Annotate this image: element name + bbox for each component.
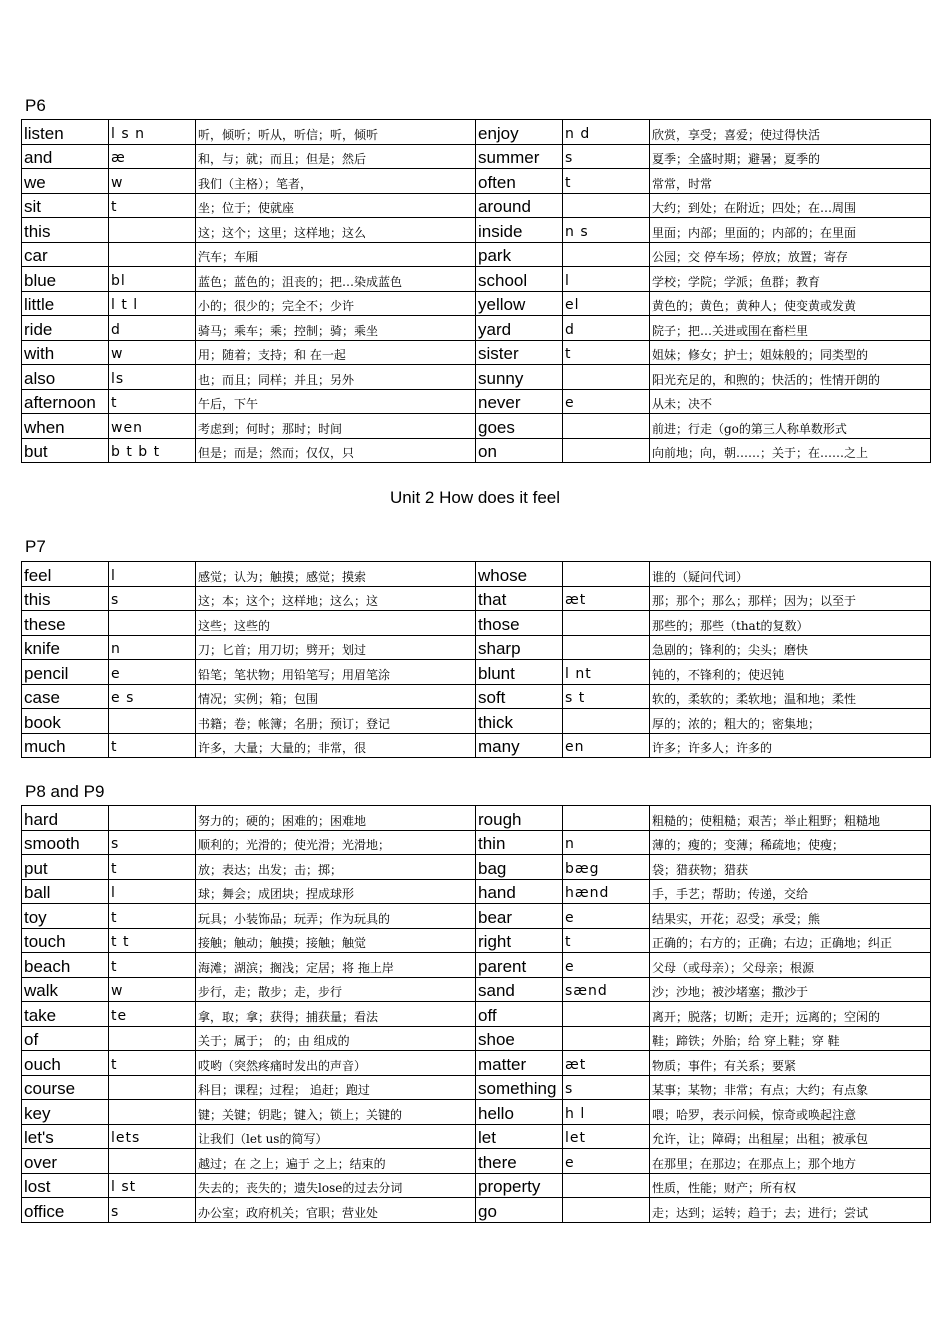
word-cell: thick bbox=[476, 709, 563, 734]
word-cell: car bbox=[22, 242, 109, 267]
vocab-row bbox=[22, 340, 931, 365]
meaning-cell: 走；达到；运转；趋于；去；进行；尝试 bbox=[650, 1198, 931, 1223]
phonetic-cell: t bbox=[109, 953, 196, 978]
word-cell: that bbox=[476, 586, 563, 611]
word-cell: case bbox=[22, 684, 109, 709]
word-cell: afternoon bbox=[22, 389, 109, 414]
phonetic-cell: l bbox=[563, 267, 650, 292]
meaning-cell: 喂；哈罗，表示问候，惊奇或唤起注意 bbox=[650, 1100, 931, 1125]
phonetic-cell: t bbox=[563, 928, 650, 953]
meaning-cell: 向前地；向，朝……；关于；在……之上 bbox=[650, 438, 931, 463]
phonetic-cell bbox=[563, 242, 650, 267]
word-cell: enjoy bbox=[476, 120, 563, 145]
meaning-cell: 公园；交 停车场；停放；放置；寄存 bbox=[650, 242, 931, 267]
phonetic-cell bbox=[109, 1075, 196, 1100]
word-cell: those bbox=[476, 611, 563, 636]
vocab-row bbox=[22, 218, 931, 243]
meaning-cell: 听，倾听；听从，听信；听，倾听 bbox=[196, 120, 476, 145]
phonetic-cell bbox=[563, 562, 650, 587]
phonetic-cell: w bbox=[109, 977, 196, 1002]
phonetic-cell: n bbox=[109, 635, 196, 660]
meaning-cell: 允许，让；障碍；出租屋；出租；被承包 bbox=[650, 1124, 931, 1149]
word-cell: knife bbox=[22, 635, 109, 660]
vocab-row bbox=[22, 1198, 931, 1223]
word-cell: toy bbox=[22, 904, 109, 929]
vocab-row bbox=[22, 586, 931, 611]
section-label-p8-p9: P8 and P9 bbox=[25, 782, 105, 801]
meaning-cell: 书籍；卷；帐簿；名册；预订；登记 bbox=[196, 709, 476, 734]
word-cell: bear bbox=[476, 904, 563, 929]
meaning-cell: 午后，下午 bbox=[196, 389, 476, 414]
meaning-cell: 厚的；浓的；粗大的；密集地； bbox=[650, 709, 931, 734]
vocab-row bbox=[22, 635, 931, 660]
vocab-row bbox=[22, 144, 931, 169]
word-cell: yard bbox=[476, 316, 563, 341]
meaning-cell: 关于；属于； 的；由 组成的 bbox=[196, 1026, 476, 1051]
meaning-cell: 粗糙的；使粗糙；艰苦；举止粗野；粗糙地 bbox=[650, 806, 931, 831]
word-cell: around bbox=[476, 193, 563, 218]
phonetic-cell: e bbox=[109, 660, 196, 685]
meaning-cell: 和，与；就；而且；但是；然后 bbox=[196, 144, 476, 169]
phonetic-cell: wen bbox=[109, 414, 196, 439]
meaning-cell: 鞋；蹄铁；外胎；给 穿上鞋；穿 鞋 bbox=[650, 1026, 931, 1051]
word-cell: sand bbox=[476, 977, 563, 1002]
word-cell: property bbox=[476, 1173, 563, 1198]
vocab-row bbox=[22, 562, 931, 587]
meaning-cell: 科目；课程；过程； 追赶；跑过 bbox=[196, 1075, 476, 1100]
phonetic-cell: w bbox=[109, 340, 196, 365]
vocab-row bbox=[22, 365, 931, 390]
meaning-cell: 球；舞会；成团块；捏成球形 bbox=[196, 879, 476, 904]
vocab-row bbox=[22, 855, 931, 880]
phonetic-cell: d bbox=[109, 316, 196, 341]
word-cell: never bbox=[476, 389, 563, 414]
meaning-cell: 铅笔；笔状物；用铅笔写；用眉笔涂 bbox=[196, 660, 476, 685]
meaning-cell: 刀；匕首；用刀切；劈开；划过 bbox=[196, 635, 476, 660]
word-cell: rough bbox=[476, 806, 563, 831]
phonetic-cell: s bbox=[563, 1075, 650, 1100]
word-cell: little bbox=[22, 291, 109, 316]
vocab-row bbox=[22, 1149, 931, 1174]
meaning-cell: 键；关键；钥匙；键入；锁上；关键的 bbox=[196, 1100, 476, 1125]
word-cell: school bbox=[476, 267, 563, 292]
phonetic-cell: n bbox=[563, 830, 650, 855]
phonetic-cell: t bbox=[109, 904, 196, 929]
word-cell: this bbox=[22, 586, 109, 611]
vocab-row bbox=[22, 1051, 931, 1076]
meaning-cell: 沙；沙地；被沙堵塞；撒沙于 bbox=[650, 977, 931, 1002]
meaning-cell: 某事；某物；非常；有点；大约；有点象 bbox=[650, 1075, 931, 1100]
word-cell: walk bbox=[22, 977, 109, 1002]
word-cell: off bbox=[476, 1002, 563, 1027]
phonetic-cell bbox=[563, 806, 650, 831]
word-cell: sunny bbox=[476, 365, 563, 390]
meaning-cell: 失去的；丧失的；遗失lose的过去分词 bbox=[196, 1173, 476, 1198]
word-cell: but bbox=[22, 438, 109, 463]
word-cell: with bbox=[22, 340, 109, 365]
meaning-cell: 里面；内部；里面的；内部的；在里面 bbox=[650, 218, 931, 243]
word-cell: bag bbox=[476, 855, 563, 880]
vocab-row bbox=[22, 830, 931, 855]
phonetic-cell: l bbox=[109, 879, 196, 904]
vocab-table-p8-p9 bbox=[21, 805, 931, 1223]
phonetic-cell: e bbox=[563, 904, 650, 929]
phonetic-cell: t bbox=[109, 855, 196, 880]
meaning-cell: 夏季；全盛时期；避暑；夏季的 bbox=[650, 144, 931, 169]
word-cell: hand bbox=[476, 879, 563, 904]
phonetic-cell bbox=[109, 806, 196, 831]
word-cell: this bbox=[22, 218, 109, 243]
word-cell: much bbox=[22, 733, 109, 758]
meaning-cell: 黄色的；黄色；黄种人；使变黄或发黄 bbox=[650, 291, 931, 316]
meaning-cell: 放；表达；出发；击；掷； bbox=[196, 855, 476, 880]
meaning-cell: 我们（主格）；笔者， bbox=[196, 169, 476, 194]
meaning-cell: 这；本；这个；这样地；这么；这 bbox=[196, 586, 476, 611]
meaning-cell: 正确的；右方的；正确；右边；正确地；纠正 bbox=[650, 928, 931, 953]
vocab-table-p7 bbox=[21, 561, 931, 758]
phonetic-cell bbox=[563, 1173, 650, 1198]
phonetic-cell bbox=[109, 1149, 196, 1174]
meaning-cell: 用；随着；支持；和 在一起 bbox=[196, 340, 476, 365]
phonetic-cell: hænd bbox=[563, 879, 650, 904]
meaning-cell: 接触；触动；触摸；接触；触觉 bbox=[196, 928, 476, 953]
meaning-cell: 坐；位于；使就座 bbox=[196, 193, 476, 218]
meaning-cell: 许多，大量；大量的；非常，很 bbox=[196, 733, 476, 758]
meaning-cell: 学校；学院；学派；鱼群；教育 bbox=[650, 267, 931, 292]
vocab-table-p6 bbox=[21, 119, 931, 463]
phonetic-cell bbox=[109, 1100, 196, 1125]
word-cell: office bbox=[22, 1198, 109, 1223]
phonetic-cell bbox=[563, 414, 650, 439]
phonetic-cell: t bbox=[109, 193, 196, 218]
phonetic-cell bbox=[109, 1026, 196, 1051]
vocab-row bbox=[22, 120, 931, 145]
phonetic-cell: b t b t bbox=[109, 438, 196, 463]
word-cell: hard bbox=[22, 806, 109, 831]
word-cell: over bbox=[22, 1149, 109, 1174]
phonetic-cell bbox=[109, 709, 196, 734]
phonetic-cell: n s bbox=[563, 218, 650, 243]
phonetic-cell: l t l bbox=[109, 291, 196, 316]
phonetic-cell bbox=[109, 611, 196, 636]
phonetic-cell: bl bbox=[109, 267, 196, 292]
meaning-cell: 顺利的；光滑的；使光滑；光滑地； bbox=[196, 830, 476, 855]
word-cell: also bbox=[22, 365, 109, 390]
phonetic-cell: æ bbox=[109, 144, 196, 169]
meaning-cell: 也；而且；同样；并且；另外 bbox=[196, 365, 476, 390]
meaning-cell: 大约；到处；在附近；四处；在…周围 bbox=[650, 193, 931, 218]
meaning-cell: 薄的；瘦的；变薄；稀疏地；使瘦； bbox=[650, 830, 931, 855]
phonetic-cell: let bbox=[563, 1124, 650, 1149]
word-cell: inside bbox=[476, 218, 563, 243]
word-cell: hello bbox=[476, 1100, 563, 1125]
word-cell: parent bbox=[476, 953, 563, 978]
phonetic-cell: t bbox=[563, 169, 650, 194]
phonetic-cell: l st bbox=[109, 1173, 196, 1198]
vocab-row bbox=[22, 1002, 931, 1027]
phonetic-cell: e bbox=[563, 389, 650, 414]
phonetic-cell bbox=[563, 1198, 650, 1223]
phonetic-cell bbox=[563, 438, 650, 463]
word-cell: these bbox=[22, 611, 109, 636]
phonetic-cell: s bbox=[563, 144, 650, 169]
meaning-cell: 玩具；小装饰品；玩弄；作为玩具的 bbox=[196, 904, 476, 929]
word-cell: lost bbox=[22, 1173, 109, 1198]
phonetic-cell: l nt bbox=[563, 660, 650, 685]
vocab-row bbox=[22, 193, 931, 218]
vocab-row bbox=[22, 414, 931, 439]
meaning-cell: 那些的；那些（that的复数） bbox=[650, 611, 931, 636]
word-cell: there bbox=[476, 1149, 563, 1174]
meaning-cell: 结果实，开花；忍受；承受；熊 bbox=[650, 904, 931, 929]
vocab-row bbox=[22, 291, 931, 316]
meaning-cell: 这些；这些的 bbox=[196, 611, 476, 636]
vocab-row bbox=[22, 438, 931, 463]
meaning-cell: 骑马；乘车；乘；控制；骑；乘坐 bbox=[196, 316, 476, 341]
vocab-row bbox=[22, 267, 931, 292]
phonetic-cell bbox=[563, 611, 650, 636]
word-cell: something bbox=[476, 1075, 563, 1100]
unit-title: Unit 2 How does it feel bbox=[389, 488, 561, 507]
meaning-cell: 物质；事件；有关系；要紧 bbox=[650, 1051, 931, 1076]
phonetic-cell: bæg bbox=[563, 855, 650, 880]
phonetic-cell: l s n bbox=[109, 120, 196, 145]
word-cell: often bbox=[476, 169, 563, 194]
phonetic-cell: ls bbox=[109, 365, 196, 390]
word-cell: feel bbox=[22, 562, 109, 587]
vocab-row bbox=[22, 879, 931, 904]
meaning-cell: 蓝色；蓝色的；沮丧的；把…染成蓝色 bbox=[196, 267, 476, 292]
meaning-cell: 拿，取；拿；获得；捕获量；看法 bbox=[196, 1002, 476, 1027]
word-cell: and bbox=[22, 144, 109, 169]
meaning-cell: 步行，走；散步；走，步行 bbox=[196, 977, 476, 1002]
meaning-cell: 海滩；湖滨；搁浅；定居；将 拖上岸 bbox=[196, 953, 476, 978]
word-cell: ride bbox=[22, 316, 109, 341]
meaning-cell: 前进；行走（go的第三人称单数形式 bbox=[650, 414, 931, 439]
word-cell: ouch bbox=[22, 1051, 109, 1076]
word-cell: we bbox=[22, 169, 109, 194]
phonetic-cell: æt bbox=[563, 1051, 650, 1076]
word-cell: of bbox=[22, 1026, 109, 1051]
phonetic-cell: t bbox=[109, 389, 196, 414]
word-cell: on bbox=[476, 438, 563, 463]
vocab-row bbox=[22, 242, 931, 267]
meaning-cell: 小的；很少的；完全不；少许 bbox=[196, 291, 476, 316]
vocab-row bbox=[22, 1075, 931, 1100]
meaning-cell: 努力的；硬的；困难的；困难地 bbox=[196, 806, 476, 831]
meaning-cell: 袋；猎获物；猎获 bbox=[650, 855, 931, 880]
word-cell: beach bbox=[22, 953, 109, 978]
meaning-cell: 钝的，不锋利的；使迟钝 bbox=[650, 660, 931, 685]
vocab-row bbox=[22, 709, 931, 734]
word-cell: sit bbox=[22, 193, 109, 218]
meaning-cell: 汽车；车厢 bbox=[196, 242, 476, 267]
phonetic-cell: s bbox=[109, 586, 196, 611]
meaning-cell: 但是；而是；然而；仅仅，只 bbox=[196, 438, 476, 463]
word-cell: ball bbox=[22, 879, 109, 904]
phonetic-cell: te bbox=[109, 1002, 196, 1027]
meaning-cell: 阳光充足的，和煦的；快活的；性情开朗的 bbox=[650, 365, 931, 390]
word-cell: let's bbox=[22, 1124, 109, 1149]
phonetic-cell: el bbox=[563, 291, 650, 316]
word-cell: whose bbox=[476, 562, 563, 587]
phonetic-cell bbox=[563, 709, 650, 734]
phonetic-cell: æt bbox=[563, 586, 650, 611]
phonetic-cell bbox=[563, 193, 650, 218]
meaning-cell: 在那里；在那边；在那点上；那个地方 bbox=[650, 1149, 931, 1174]
word-cell: listen bbox=[22, 120, 109, 145]
word-cell: touch bbox=[22, 928, 109, 953]
phonetic-cell: s bbox=[109, 1198, 196, 1223]
meaning-cell: 急剧的；锋利的；尖头；磨快 bbox=[650, 635, 931, 660]
word-cell: thin bbox=[476, 830, 563, 855]
word-cell: right bbox=[476, 928, 563, 953]
meaning-cell: 欣赏，享受；喜爱；使过得快活 bbox=[650, 120, 931, 145]
meaning-cell: 那；那个；那么；那样；因为；以至于 bbox=[650, 586, 931, 611]
word-cell: soft bbox=[476, 684, 563, 709]
meaning-cell: 常常，时常 bbox=[650, 169, 931, 194]
meaning-cell: 感觉；认为；触摸；感觉；摸索 bbox=[196, 562, 476, 587]
vocab-row bbox=[22, 1173, 931, 1198]
meaning-cell: 办公室；政府机关；官职；营业处 bbox=[196, 1198, 476, 1223]
phonetic-cell: t bbox=[109, 733, 196, 758]
meaning-cell: 父母（或母亲）；父母亲；根源 bbox=[650, 953, 931, 978]
word-cell: blue bbox=[22, 267, 109, 292]
meaning-cell: 软的，柔软的；柔软地；温和地；柔性 bbox=[650, 684, 931, 709]
vocab-row bbox=[22, 660, 931, 685]
phonetic-cell bbox=[109, 218, 196, 243]
vocab-row bbox=[22, 1026, 931, 1051]
phonetic-cell: h l bbox=[563, 1100, 650, 1125]
vocab-row bbox=[22, 806, 931, 831]
meaning-cell: 院子；把…关进或围在畜栏里 bbox=[650, 316, 931, 341]
word-cell: when bbox=[22, 414, 109, 439]
word-cell: key bbox=[22, 1100, 109, 1125]
word-cell: yellow bbox=[476, 291, 563, 316]
phonetic-cell: en bbox=[563, 733, 650, 758]
word-cell: course bbox=[22, 1075, 109, 1100]
phonetic-cell: d bbox=[563, 316, 650, 341]
phonetic-cell bbox=[563, 1026, 650, 1051]
word-cell: book bbox=[22, 709, 109, 734]
word-cell: matter bbox=[476, 1051, 563, 1076]
vocab-row bbox=[22, 1124, 931, 1149]
word-cell: take bbox=[22, 1002, 109, 1027]
phonetic-cell: t t bbox=[109, 928, 196, 953]
word-cell: let bbox=[476, 1124, 563, 1149]
word-cell: smooth bbox=[22, 830, 109, 855]
word-cell: put bbox=[22, 855, 109, 880]
word-cell: go bbox=[476, 1198, 563, 1223]
word-cell: summer bbox=[476, 144, 563, 169]
phonetic-cell bbox=[109, 242, 196, 267]
phonetic-cell: w bbox=[109, 169, 196, 194]
vocab-row bbox=[22, 928, 931, 953]
vocab-row bbox=[22, 977, 931, 1002]
phonetic-cell: s bbox=[109, 830, 196, 855]
meaning-cell: 这；这个；这里；这样地；这么 bbox=[196, 218, 476, 243]
word-cell: pencil bbox=[22, 660, 109, 685]
phonetic-cell: e bbox=[563, 953, 650, 978]
phonetic-cell: t bbox=[109, 1051, 196, 1076]
vocab-row bbox=[22, 389, 931, 414]
word-cell: many bbox=[476, 733, 563, 758]
phonetic-cell bbox=[563, 365, 650, 390]
meaning-cell: 让我们（let us的简写） bbox=[196, 1124, 476, 1149]
phonetic-cell: t bbox=[563, 340, 650, 365]
meaning-cell: 性质，性能；财产；所有权 bbox=[650, 1173, 931, 1198]
meaning-cell: 哎哟（突然疼痛时发出的声音） bbox=[196, 1051, 476, 1076]
phonetic-cell: s t bbox=[563, 684, 650, 709]
phonetic-cell: l bbox=[109, 562, 196, 587]
meaning-cell: 谁的（疑问代词） bbox=[650, 562, 931, 587]
meaning-cell: 手，手艺；帮助；传递，交给 bbox=[650, 879, 931, 904]
word-cell: shoe bbox=[476, 1026, 563, 1051]
vocab-row bbox=[22, 316, 931, 341]
vocab-row bbox=[22, 1100, 931, 1125]
meaning-cell: 情况；实例；箱；包围 bbox=[196, 684, 476, 709]
vocab-row bbox=[22, 611, 931, 636]
vocab-row bbox=[22, 953, 931, 978]
meaning-cell: 离开；脱落；切断；走开；远离的；空闲的 bbox=[650, 1002, 931, 1027]
phonetic-cell bbox=[563, 1002, 650, 1027]
word-cell: sharp bbox=[476, 635, 563, 660]
phonetic-cell: e bbox=[563, 1149, 650, 1174]
phonetic-cell: n d bbox=[563, 120, 650, 145]
section-label-p7: P7 bbox=[25, 537, 46, 556]
word-cell: sister bbox=[476, 340, 563, 365]
vocab-row bbox=[22, 169, 931, 194]
phonetic-cell: sænd bbox=[563, 977, 650, 1002]
meaning-cell: 姐妹；修女；护士；姐妹般的；同类型的 bbox=[650, 340, 931, 365]
meaning-cell: 考虑到；何时；那时；时间 bbox=[196, 414, 476, 439]
word-cell: park bbox=[476, 242, 563, 267]
phonetic-cell bbox=[563, 635, 650, 660]
meaning-cell: 越过；在 之上；遍于 之上；结束的 bbox=[196, 1149, 476, 1174]
meaning-cell: 从未；决不 bbox=[650, 389, 931, 414]
vocab-row bbox=[22, 733, 931, 758]
word-cell: blunt bbox=[476, 660, 563, 685]
phonetic-cell: lets bbox=[109, 1124, 196, 1149]
vocab-row bbox=[22, 684, 931, 709]
vocab-row bbox=[22, 904, 931, 929]
meaning-cell: 许多；许多人；许多的 bbox=[650, 733, 931, 758]
section-label-p6: P6 bbox=[25, 96, 46, 115]
word-cell: goes bbox=[476, 414, 563, 439]
phonetic-cell: e s bbox=[109, 684, 196, 709]
